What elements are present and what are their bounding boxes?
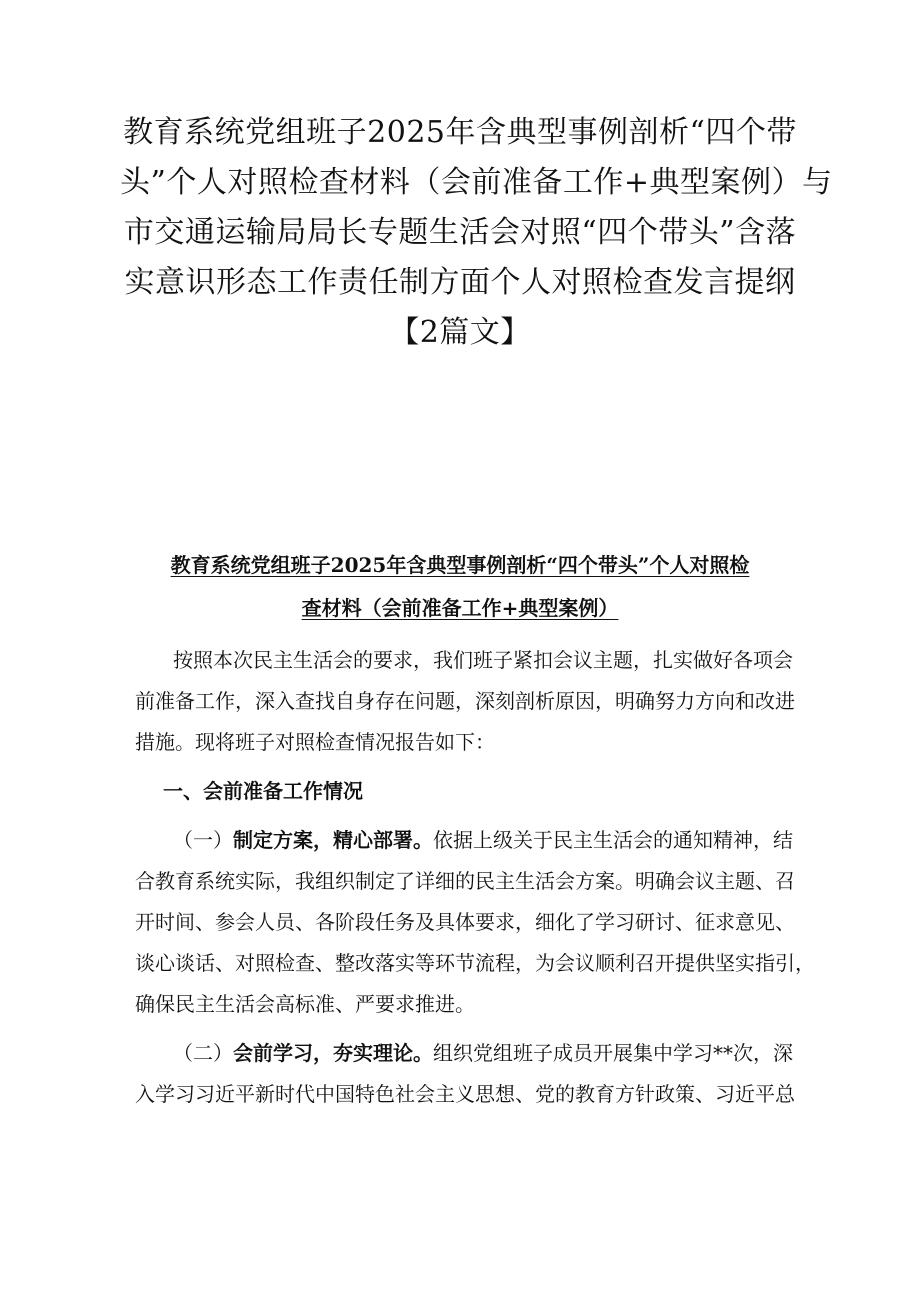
intro-line-2: 前准备工作，深入查找自身存在问题，深刻剖析原因，明确努力方向和改进 bbox=[135, 689, 795, 713]
cover-title-line-1: 教育系统党组班子2025年含典型事例剖析“四个带 bbox=[123, 115, 797, 150]
item-1-line-4: 谈心谈话、对照检查、整改落实等环节流程，为会议顺利召开提供坚实指引， bbox=[135, 951, 815, 975]
article-title bbox=[120, 544, 800, 630]
item-1-line-1 bbox=[135, 820, 795, 861]
item-1-paragraph bbox=[135, 820, 815, 1025]
cover-title-line-2: 头”个人对照检查材料（会前准备工作+典型案例）与 bbox=[120, 165, 833, 200]
intro-line-1: 按照本次民主生活会的要求，我们班子紧扣会议主题，扎实做好各项会 bbox=[173, 648, 793, 672]
item-1-lead: （一） bbox=[173, 828, 233, 852]
item-2-line-2: 入学习习近平新时代中国特色社会主义思想、党的教育方针政策、习近平总 bbox=[135, 1082, 795, 1106]
item-2-line-1 bbox=[135, 1033, 795, 1074]
item-1-bold-heading: 制定方案，精心部署。 bbox=[233, 828, 433, 852]
cover-title-line-4: 实意识形态工作责任制方面个人对照检查发言提纲 bbox=[124, 265, 796, 300]
item-2-lead: （二） bbox=[173, 1041, 233, 1065]
item-1-line-2: 合教育系统实际，我组织制定了详细的民主生活会方案。明确会议主题、召 bbox=[135, 869, 795, 893]
article-title-line-2: 查材料（会前准备工作+典型案例） bbox=[301, 596, 619, 620]
intro-line-3: 措施。现将班子对照检查情况报告如下： bbox=[135, 730, 495, 754]
cover-title-line-3: 市交通运输局局长专题生活会对照“四个带头”含落 bbox=[123, 215, 797, 250]
item-2-paragraph bbox=[135, 1033, 795, 1115]
cover-title-line-5: 【2篇文】 bbox=[389, 315, 531, 350]
intro-paragraph bbox=[135, 640, 795, 763]
item-1-line-3: 开时间、参会人员、各阶段任务及具体要求，细化了学习研讨、征求意见、 bbox=[135, 910, 795, 934]
section-heading-1: 一、会前准备工作情况 bbox=[163, 779, 363, 803]
item-1-line-5: 确保民主生活会高标准、严要求推进。 bbox=[135, 992, 475, 1016]
item-2-first-rest: 组织党组班子成员开展集中学习**次，深 bbox=[433, 1041, 793, 1065]
item-1-first-rest: 依据上级关于民主生活会的通知精神，结 bbox=[433, 828, 793, 852]
cover-title bbox=[120, 108, 833, 358]
article-body bbox=[135, 640, 815, 1123]
article-title-line-1: 教育系统党组班子2025年含典型事例剖析“四个带头”个人对照检 bbox=[170, 553, 750, 577]
item-2-bold-heading: 会前学习，夯实理论。 bbox=[233, 1041, 433, 1065]
